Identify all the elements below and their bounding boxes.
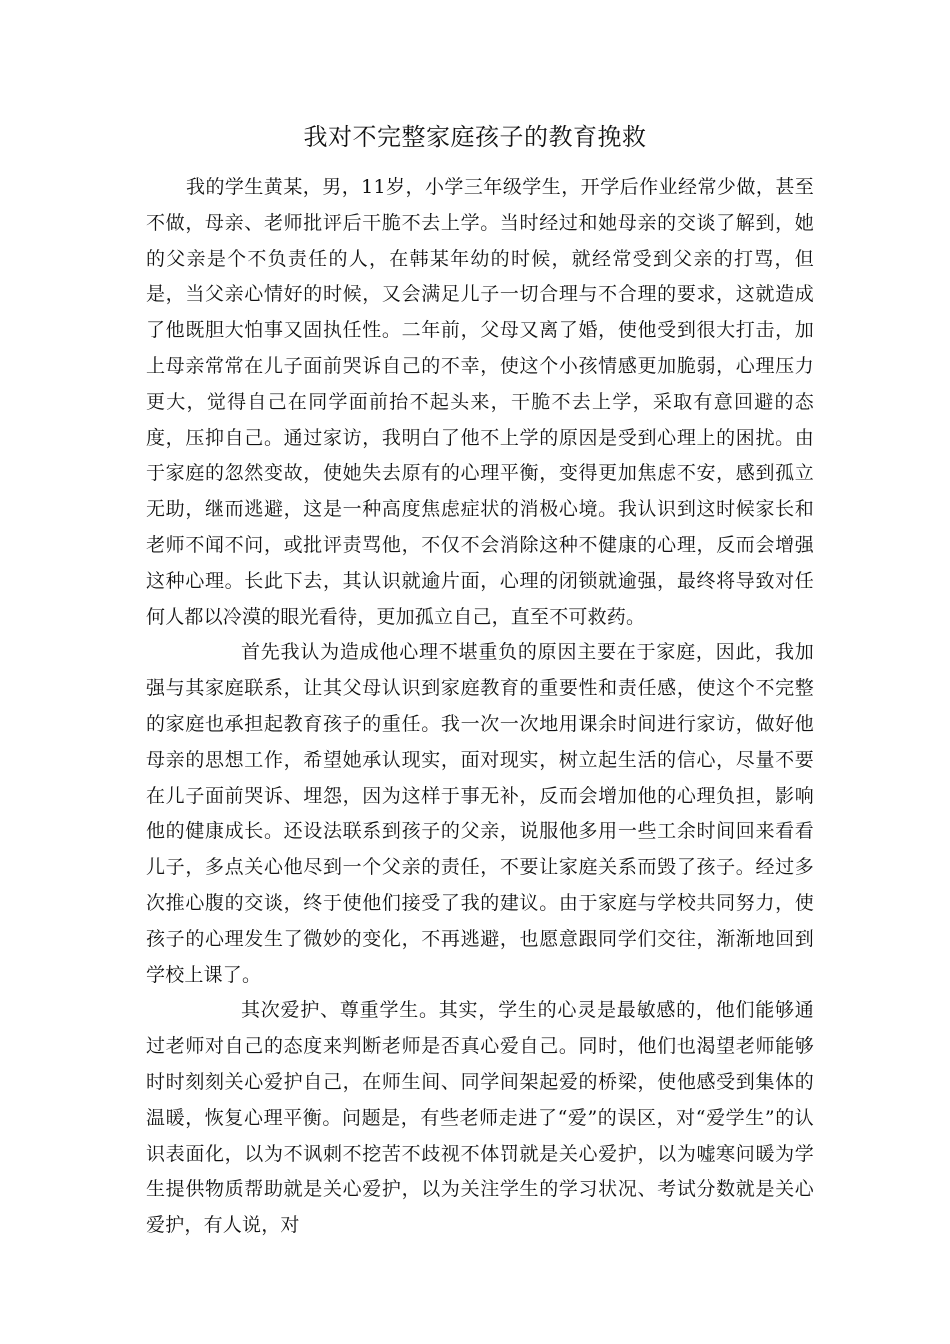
paragraph-3: 其次爱护、尊重学生。其实，学生的心灵是最敏感的，他们能够通过老师对自己的态度来判断老师是否真心爱自己。同时，他们也渴望老师能够时时刻刻关心爱护自己，在师生间、同学间架起爱的桥梁，使他感受到集体的温暖，恢复心理平衡。问题是，有些老师走进了“爱”的误区，对“爱学生”的认识表面化，以为不讽刺不挖苦不歧视不体罚就是关心爱护，以为嘘寒问暖为学生提供物质帮助就是关心爱护，以为关注学生的学习状况、考试分数就是关心爱护，有人说，对 [146, 999, 814, 1237]
document-body [146, 170, 814, 1244]
document-title: 我对不完整家庭孩子的教育挽救 [303, 123, 647, 151]
paragraph-1: 我的学生黄某，男，11岁，小学三年级学生，开学后作业经常少做，甚至不做，母亲、老师批评后干脆不去上学。当时经过和她母亲的交谈了解到，她的父亲是个不负责任的人，在韩某年幼的时候，就经常受到父亲的打骂，但是，当父亲心情好的时候，又会满足儿子一切合理与不合理的要求，这就造成了他既胆大怕事又固执任性。二年前，父母又离了婚，使他受到很大打击，加上母亲常常在儿子面前哭诉自己的不幸，使这个小孩情感更加脆弱，心理压力更大，觉得自己在同学面前抬不起头来，干脆不去上学，采取有意回避的态度，压抑自己。通过家访，我明白了他不上学的原因是受到心理上的困扰。由于家庭的忽然变故，使她失去原有的心理平衡，变得更加焦虑不安，感到孤立无助，继而逃避，这是一种高度焦虑症状的消极心境。我认识到这时候家长和老师不闻不问，或批评责骂他，不仅不会消除这种不健康的心理，反而会增强这种心理。长此下去，其认识就逾片面，心理的闭锁就逾强，最终将导致对任何人都以冷漠的眼光看待，更加孤立自己，直至不可救药。 [146, 176, 814, 628]
paragraph-2: 首先我认为造成他心理不堪重负的原因主要在于家庭，因此，我加强与其家庭联系，让其父母认识到家庭教育的重要性和责任感，使这个不完整的家庭也承担起教育孩子的重任。我一次一次地用课余时间进行家访，做好他母亲的思想工作，希望她承认现实，面对现实，树立起生活的信心，尽量不要在儿子面前哭诉、埋怨，因为这样于事无补，反而会增加他的心理负担，影响他的健康成长。还设法联系到孩子的父亲，说服他多用一些工余时间回来看看儿子，多点关心他尽到一个父亲的责任，不要让家庭关系而毁了孩子。经过多次推心腹的交谈，终于使他们接受了我的建议。由于家庭与学校共同努力，使孩子的心理发生了微妙的变化，不再逃避，也愿意跟同学们交往，渐渐地回到学校上课了。 [146, 641, 814, 986]
